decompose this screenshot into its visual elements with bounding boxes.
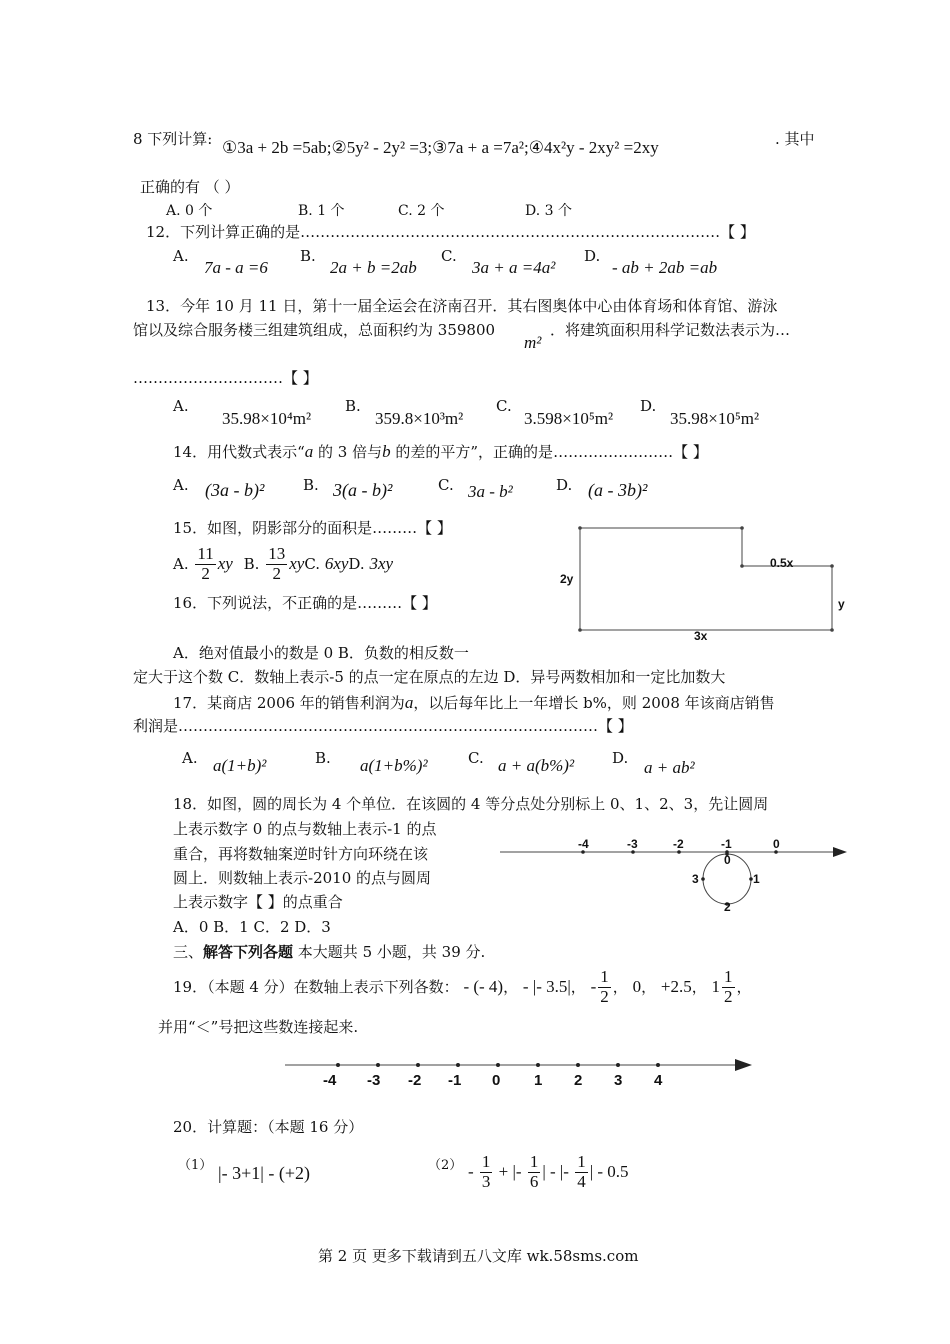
q13-line3: …………………………【 】 — [133, 369, 318, 387]
q14-c-expr: 3a - b² — [468, 482, 513, 501]
q13-d-expr: 35.98×10⁵m² — [670, 409, 760, 428]
q8-suffix: . 其中 — [775, 130, 815, 148]
q19-axis-label: 1 — [534, 1072, 543, 1089]
q15-options: A. $\frac{11}{2}$ xy B. $\frac{13}{2}$ xyC. 6xyD. 3xy — [173, 544, 394, 583]
q14-d-expr: (a - 3b)² — [588, 480, 648, 500]
q14-b-label: B. — [303, 476, 319, 494]
q14-stem: 14．用代数式表示“a 的 3 倍与b 的差的平方”，正确的是……………………【 】 — [173, 442, 708, 461]
q18-line4: 圆上．则数轴上表示-2010 的点与圆周 — [173, 869, 432, 887]
q13-b-label: B. — [345, 397, 361, 415]
q17-line1: 17．某商店 2006 年的销售利润为a，以后每年比上一年增长 b%，则 2008 年该商店销售 — [173, 693, 775, 712]
q17-line2: 利润是…………………………………………………………………………【 】 — [133, 717, 633, 735]
q14-b-expr: 3(a - b)² — [333, 480, 393, 500]
q14-a-label: A. — [173, 476, 189, 494]
q12-c-label: C. — [441, 247, 457, 265]
q13-a-expr: 35.98×10⁴m² — [222, 409, 312, 428]
q18-axis-label: 0 — [773, 837, 780, 851]
q13-unit: m² — [524, 333, 542, 352]
q12-b-label: B. — [300, 247, 316, 265]
q12-stem: 12．下列计算正确的是…………………………………………………………………………【 】 — [146, 223, 755, 241]
q8-line2: 正确的有 （ ） — [140, 178, 240, 196]
q15-fig-label-y: y — [838, 597, 845, 611]
q18-options: A．0 B．1 C．2 D．3 — [173, 918, 331, 936]
q12-d-label: D. — [584, 247, 601, 265]
q13-line2: 馆以及综合服务楼三组建筑组成，总面积约为 359800 — [133, 321, 496, 339]
q12-a-label: A. — [173, 247, 189, 265]
q12-b-expr: 2a + b =2ab — [330, 258, 417, 277]
q15-fig-label-2y: 2y — [560, 572, 574, 586]
q16-line2: 定大于这个数 C．数轴上表示-5 的点一定在原点的左边 D．异号两数相加和一定比加数大 — [133, 668, 726, 686]
q18-axis-label: -2 — [673, 837, 684, 851]
q13-a-label: A. — [173, 397, 189, 415]
q13-line1: 13．今年 10 月 11 日，第十一届全运会在济南召开．其右图奥体中心由体育场和体育馆、游泳 — [146, 297, 778, 315]
q18-line2: 上表示数字 0 的点与数轴上表示-1 的点 — [173, 820, 437, 838]
q8-option-c: C. 2 个 — [398, 203, 445, 219]
q18-circle-label: 3 — [692, 872, 699, 886]
q15-stem: 15．如图，阴影部分的面积是………【 】 — [173, 519, 452, 537]
q13-c-expr: 3.598×10⁵m² — [524, 409, 614, 428]
q18-line1: 18．如图，圆的周长为 4 个单位．在该圆的 4 等分点处分别标上 0、1、2、3，先让圆周 — [173, 795, 769, 813]
q19-axis-label: 0 — [492, 1072, 501, 1089]
q12-d-expr: - ab + 2ab =ab — [612, 258, 718, 277]
page-footer: 第 2 页 更多下载请到五八文库 wk.58sms.com — [318, 1247, 639, 1265]
q17-d-expr: a + ab² — [644, 758, 695, 777]
q15-b-fraction: $\frac{13}{2}$ — [268, 544, 286, 583]
q18-line5: 上表示数字【 】的点重合 — [173, 893, 343, 911]
q14-c-label: C. — [438, 476, 454, 494]
q13-line2-end: ．将建筑面积用科学记数法表示为… — [550, 321, 791, 339]
q19-stem-line: 19．（本题 4 分）在数轴上表示下列各数： - (- 4)， - |- 3.5|， - $\frac{1}{2}$ ， 0， +2.5， 1 $\frac{1}{2}$ ， — [173, 967, 752, 1006]
q20-stem: 20．计算题：（本题 16 分） — [173, 1118, 364, 1136]
q15-a-label: A. — [173, 555, 189, 574]
q19-axis-label: -4 — [323, 1072, 337, 1089]
q15-figure — [560, 520, 860, 650]
q18-line3: 重合，再将数轴案逆时针方向环绕在该 — [173, 845, 429, 863]
q13-c-label: C. — [496, 397, 512, 415]
q8-option-a: A. 0 个 — [166, 203, 213, 219]
q15-d-expr: 3xy — [369, 553, 394, 573]
q17-a-expr: a(1+b)² — [213, 756, 267, 775]
q13-d-label: D. — [640, 397, 657, 415]
q8-option-d: D. 3 个 — [525, 203, 572, 219]
q16-line1: A．绝对值最小的数是 0 B．负数的相反数一 — [173, 644, 469, 662]
q8-expression: ①3a + 2b =5ab;②5y² - 2y² =3;③7a + a =7a²;④4x²y - 2xy² =2xy — [222, 138, 659, 157]
q12-c-expr: 3a + a =4a² — [472, 258, 556, 277]
q15-fig-label-3x: 3x — [694, 629, 708, 643]
q20-part2-label: （2） — [428, 1158, 463, 1173]
q13-b-expr: 359.8×10³m² — [375, 409, 464, 428]
q19-axis-label: -3 — [367, 1072, 381, 1089]
q18-circle-label: 2 — [724, 900, 731, 914]
q19-axis-label: -1 — [448, 1072, 462, 1089]
q8-option-b: B. 1 个 — [298, 203, 345, 219]
q14-a-expr: (3a - b)² — [205, 480, 265, 500]
q20-part1-expr: |- 3+1| - (+2) — [218, 1163, 310, 1183]
q16-stem: 16．下列说法，不正确的是………【 】 — [173, 594, 437, 612]
q18-axis-label: -1 — [721, 837, 732, 851]
q17-b-expr: a(1+b%)² — [360, 756, 428, 775]
q19-axis-label: 3 — [614, 1072, 623, 1089]
q8-prefix: 8 下列计算: — [133, 130, 213, 148]
q15-b-label: B. — [243, 555, 260, 574]
q15-c-expr: 6xy — [324, 553, 349, 573]
q12-a-expr: 7a - a =6 — [204, 258, 268, 277]
q17-c-label: C. — [468, 749, 484, 767]
q19-axis-label: -2 — [408, 1072, 422, 1089]
q19-axis-label: 4 — [654, 1072, 663, 1089]
q17-b-label: B. — [315, 749, 331, 767]
q15-fig-label-05x: 0.5x — [770, 556, 794, 570]
section3-heading: 三、解答下列各题 本大题共 5 小题，共 39 分. — [173, 943, 486, 961]
q18-axis-label: -3 — [627, 837, 638, 851]
q20-part1-label: （1） — [178, 1158, 213, 1173]
q17-c-expr: a + a(b%)² — [498, 756, 575, 775]
q20-part2-expr: - $\frac{1}{3}$ + |- $\frac{1}{6}$ | - |- $\frac{1}{4}$ | - 0.5 — [468, 1152, 629, 1191]
q15-a-fraction: $\frac{11}{2}$ — [197, 544, 214, 583]
q19-axis-label: 2 — [574, 1072, 583, 1089]
q19-number-line — [280, 1055, 760, 1079]
q18-circle-label: 1 — [753, 872, 760, 886]
q18-circle-label: 0 — [724, 853, 731, 867]
q14-d-label: D. — [556, 476, 573, 494]
q17-a-label: A. — [182, 749, 198, 767]
q19-line2: 并用“＜”号把这些数连接起来. — [158, 1018, 359, 1036]
q18-axis-label: -4 — [578, 837, 589, 851]
q17-d-label: D. — [612, 749, 629, 767]
